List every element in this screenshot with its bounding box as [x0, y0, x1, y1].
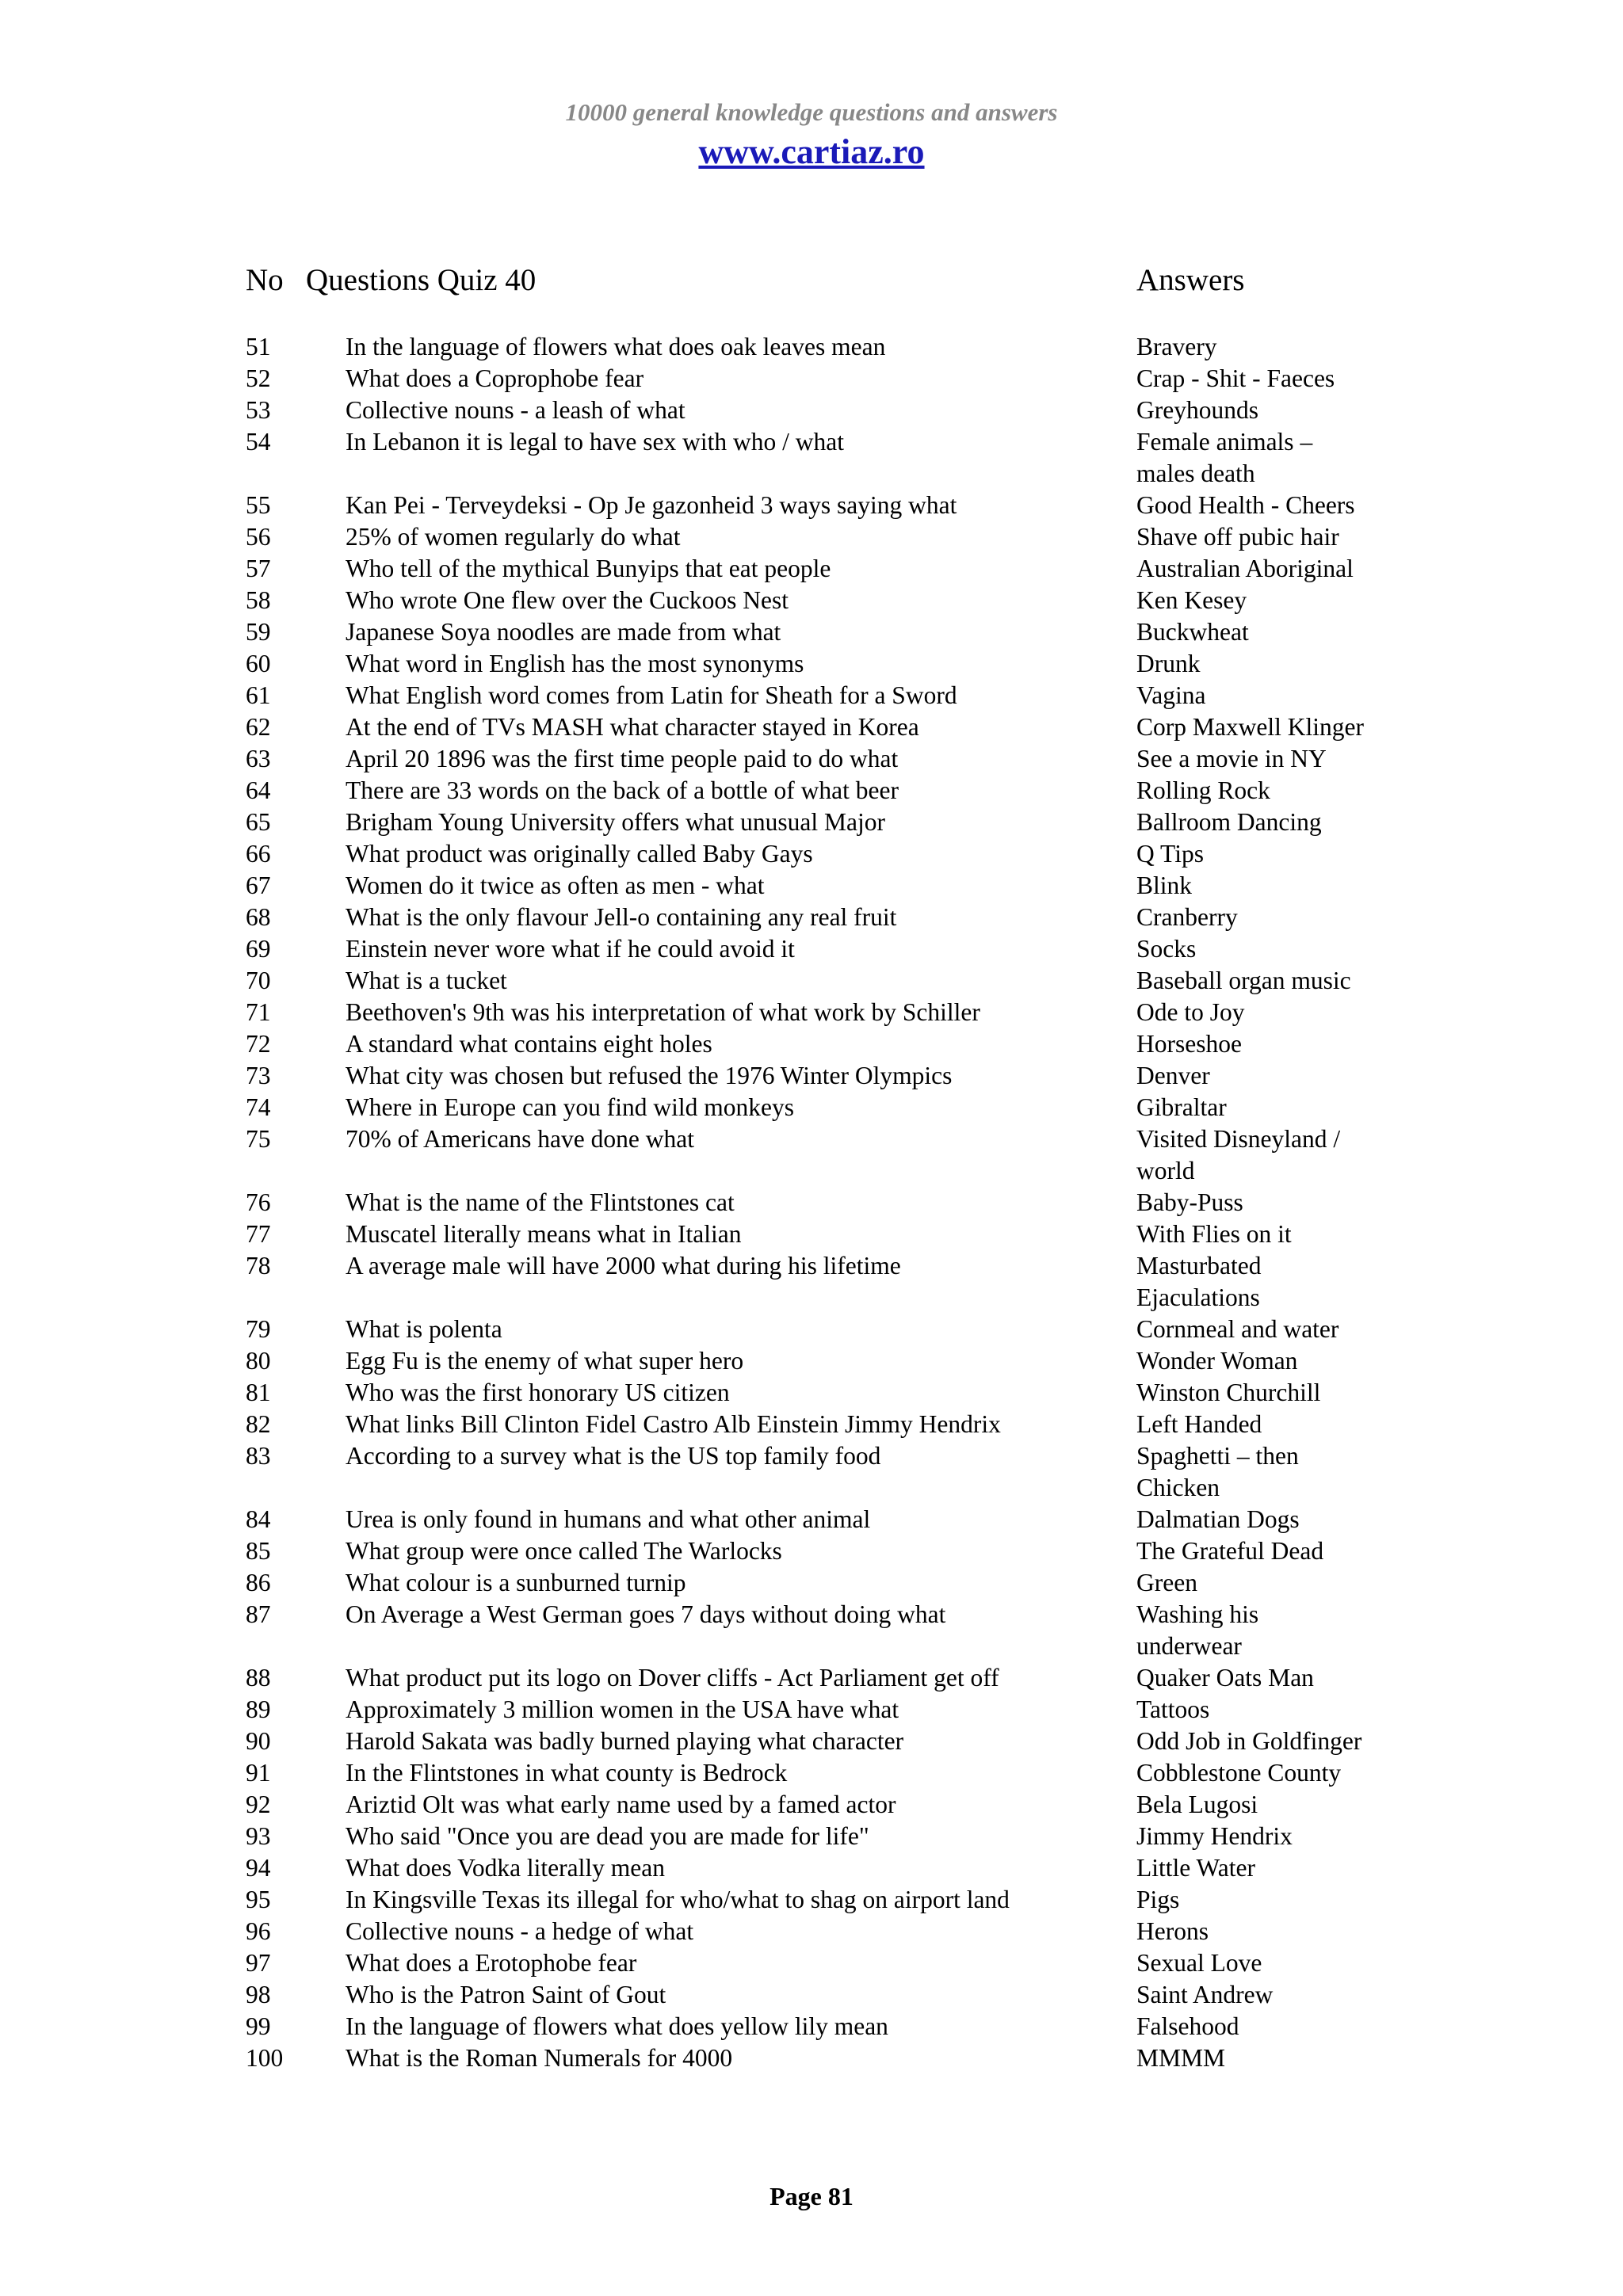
question-text: Women do it twice as often as men - what	[346, 871, 765, 899]
answer-cell	[1136, 426, 1395, 490]
answer-cell	[1136, 1726, 1395, 1757]
table-row	[246, 1599, 1395, 1662]
question-number: 91	[246, 1759, 271, 1787]
answer-cell	[1136, 1377, 1395, 1409]
question-number: 64	[246, 776, 271, 804]
answer-line: Left Handed	[1136, 1410, 1262, 1438]
question-text: What does a Erotophobe fear	[346, 1949, 637, 1977]
answer-cell	[1136, 1535, 1395, 1567]
question-text: A average male will have 2000 what during his lifetime	[346, 1252, 901, 1280]
table-row	[246, 807, 1395, 838]
table-row	[246, 1345, 1395, 1377]
answer-cell	[1136, 585, 1395, 616]
question-text: What is the name of the Flintstones cat	[346, 1188, 735, 1216]
question-number: 78	[246, 1252, 271, 1280]
question-text: What does a Coprophobe fear	[346, 364, 644, 392]
question-number: 80	[246, 1347, 271, 1375]
question-text: A standard what contains eight holes	[346, 1030, 712, 1058]
question-number: 98	[246, 1981, 271, 2008]
question-text: On Average a West German goes 7 days without doing what	[346, 1600, 946, 1628]
table-row	[246, 933, 1395, 965]
answer-line: Herons	[1136, 1917, 1209, 1945]
answer-cell	[1136, 2042, 1395, 2074]
answer-line: Crap - Shit - Faeces	[1136, 364, 1335, 392]
question-text: In Lebanon it is legal to have sex with who / what	[346, 428, 844, 456]
table-row	[246, 711, 1395, 743]
table-row	[246, 521, 1395, 553]
question-number: 100	[246, 2044, 284, 2072]
answer-line: world	[1136, 1157, 1195, 1184]
question-text: April 20 1896 was the first time people paid to do what	[346, 745, 899, 772]
document-header-title: 10000 general knowledge questions and answers	[565, 98, 1058, 126]
question-text: In the language of flowers what does yellow lily mean	[346, 2012, 888, 2040]
answer-line: Bela Lugosi	[1136, 1791, 1258, 1818]
answer-line: Ode to Joy	[1136, 998, 1245, 1026]
answer-line: Winston Churchill	[1136, 1379, 1321, 1406]
question-number: 55	[246, 491, 271, 519]
answer-line: Q Tips	[1136, 840, 1204, 868]
answer-line: Odd Job in Goldfinger	[1136, 1727, 1362, 1755]
answer-cell	[1136, 1694, 1395, 1726]
answer-line: Baseball organ music	[1136, 967, 1351, 994]
answer-line: underwear	[1136, 1632, 1242, 1660]
question-number: 58	[246, 586, 271, 614]
answer-cell	[1136, 870, 1395, 902]
answer-line: Ballroom Dancing	[1136, 808, 1322, 836]
answer-line: Visited Disneyland /	[1136, 1125, 1341, 1153]
answer-cell	[1136, 616, 1395, 648]
question-text: Where in Europe can you find wild monkeys	[346, 1093, 794, 1121]
table-row	[246, 775, 1395, 807]
answer-cell	[1136, 680, 1395, 711]
table-row	[246, 1535, 1395, 1567]
table-row	[246, 490, 1395, 521]
answer-line: Little Water	[1136, 1854, 1255, 1882]
table-row	[246, 870, 1395, 902]
question-number: 66	[246, 840, 271, 868]
answer-line: See a movie in NY	[1136, 745, 1327, 772]
question-number: 86	[246, 1569, 271, 1596]
table-row	[246, 426, 1395, 490]
table-row	[246, 648, 1395, 680]
answer-line: Ejaculations	[1136, 1283, 1260, 1311]
answer-line: Dalmatian Dogs	[1136, 1505, 1300, 1533]
answer-cell	[1136, 1250, 1395, 1314]
question-text: Who tell of the mythical Bunyips that eat people	[346, 555, 831, 582]
answer-line: Spaghetti – then	[1136, 1442, 1299, 1470]
question-number: 84	[246, 1505, 271, 1533]
question-text: Harold Sakata was badly burned playing what character	[346, 1727, 904, 1755]
question-text: What is a tucket	[346, 967, 507, 994]
answer-cell	[1136, 997, 1395, 1028]
answer-cell	[1136, 1979, 1395, 2011]
answer-cell	[1136, 490, 1395, 521]
table-row	[246, 1662, 1395, 1694]
table-row	[246, 1377, 1395, 1409]
table-row	[246, 1028, 1395, 1060]
table-row	[246, 965, 1395, 997]
answer-line: Jimmy Hendrix	[1136, 1822, 1293, 1850]
question-number: 79	[246, 1315, 271, 1343]
question-text: What colour is a sunburned turnip	[346, 1569, 686, 1596]
answer-line: Cornmeal and water	[1136, 1315, 1339, 1343]
answer-cell	[1136, 1662, 1395, 1694]
question-text: Egg Fu is the enemy of what super hero	[346, 1347, 744, 1375]
question-number: 72	[246, 1030, 271, 1058]
question-number: 54	[246, 428, 271, 456]
question-text: Kan Pei - Terveydeksi - Op Je gazonheid 3 ways saying what	[346, 491, 957, 519]
answer-cell	[1136, 395, 1395, 426]
answer-cell	[1136, 711, 1395, 743]
question-text: Ariztid Olt was what early name used by a famed actor	[346, 1791, 896, 1818]
question-number: 95	[246, 1886, 271, 1913]
table-row	[246, 1821, 1395, 1852]
table-row	[246, 743, 1395, 775]
question-number: 92	[246, 1791, 271, 1818]
question-number: 67	[246, 871, 271, 899]
quiz-table	[246, 331, 1395, 2074]
answer-line: males death	[1136, 460, 1255, 487]
answer-cell	[1136, 1884, 1395, 1916]
question-number: 69	[246, 935, 271, 963]
answer-line: Female animals –	[1136, 428, 1313, 456]
question-number: 71	[246, 998, 271, 1026]
answer-line: Green	[1136, 1569, 1197, 1596]
answer-line: Australian Aboriginal	[1136, 555, 1354, 582]
table-row	[246, 1092, 1395, 1123]
question-text: In the Flintstones in what county is Bedrock	[346, 1759, 788, 1787]
table-row	[246, 1916, 1395, 1947]
answer-cell	[1136, 1028, 1395, 1060]
table-row	[246, 1567, 1395, 1599]
answer-line: Falsehood	[1136, 2012, 1239, 2040]
question-number: 96	[246, 1917, 271, 1945]
answer-cell	[1136, 1757, 1395, 1789]
answer-cell	[1136, 331, 1395, 363]
question-text: Who wrote One flew over the Cuckoos Nest	[346, 586, 789, 614]
answer-line: Baby-Puss	[1136, 1188, 1243, 1216]
answer-cell	[1136, 1789, 1395, 1821]
answer-line: Saint Andrew	[1136, 1981, 1274, 2008]
answer-cell	[1136, 1821, 1395, 1852]
answer-cell	[1136, 1345, 1395, 1377]
question-text: What is polenta	[346, 1315, 502, 1343]
answer-cell	[1136, 1409, 1395, 1440]
table-row	[246, 1409, 1395, 1440]
table-row	[246, 838, 1395, 870]
answer-line: Good Health - Cheers	[1136, 491, 1355, 519]
question-text: Urea is only found in humans and what other animal	[346, 1505, 871, 1533]
table-row	[246, 1187, 1395, 1219]
website-link[interactable]: www.cartiaz.ro	[698, 132, 925, 171]
answer-cell	[1136, 1504, 1395, 1535]
answer-cell	[1136, 1092, 1395, 1123]
question-text: In the language of flowers what does oak leaves mean	[346, 333, 886, 360]
question-number: 77	[246, 1220, 271, 1248]
answer-line: Ken Kesey	[1136, 586, 1247, 614]
question-number: 68	[246, 903, 271, 931]
answer-cell	[1136, 838, 1395, 870]
answer-cell	[1136, 743, 1395, 775]
question-number: 94	[246, 1854, 271, 1882]
question-number: 88	[246, 1664, 271, 1691]
question-number: 63	[246, 745, 271, 772]
question-text: What city was chosen but refused the 1976 Winter Olympics	[346, 1062, 953, 1089]
table-row	[246, 1219, 1395, 1250]
question-text: What English word comes from Latin for Sheath for a Sword	[346, 681, 957, 709]
table-row	[246, 1694, 1395, 1726]
question-number: 51	[246, 333, 271, 360]
answer-line: Horseshoe	[1136, 1030, 1242, 1058]
answer-line: Washing his	[1136, 1600, 1259, 1628]
question-number: 61	[246, 681, 271, 709]
question-text: According to a survey what is the US top family food	[346, 1442, 881, 1470]
question-number: 65	[246, 808, 271, 836]
question-number: 74	[246, 1093, 271, 1121]
question-text: In Kingsville Texas its illegal for who/what to shag on airport land	[346, 1886, 1010, 1913]
question-number: 56	[246, 523, 271, 551]
question-number: 52	[246, 364, 271, 392]
answer-cell	[1136, 1060, 1395, 1092]
table-row	[246, 395, 1395, 426]
quiz-table-body	[246, 331, 1395, 2074]
question-number: 93	[246, 1822, 271, 1850]
question-number: 73	[246, 1062, 271, 1089]
table-row	[246, 2042, 1395, 2074]
question-text: 70% of Americans have done what	[346, 1125, 694, 1153]
table-row	[246, 1852, 1395, 1884]
answer-line: The Grateful Dead	[1136, 1537, 1324, 1565]
question-text: Brigham Young University offers what unusual Major	[346, 808, 885, 836]
question-number: 82	[246, 1410, 271, 1438]
table-row	[246, 585, 1395, 616]
question-text: What links Bill Clinton Fidel Castro Alb Einstein Jimmy Hendrix	[346, 1410, 1001, 1438]
table-row	[246, 1123, 1395, 1187]
answer-line: Shave off pubic hair	[1136, 523, 1339, 551]
question-text: 25% of women regularly do what	[346, 523, 681, 551]
question-text: What group were once called The Warlocks	[346, 1537, 782, 1565]
table-row	[246, 2011, 1395, 2042]
answer-cell	[1136, 1314, 1395, 1345]
table-row	[246, 1884, 1395, 1916]
table-row	[246, 363, 1395, 395]
answer-cell	[1136, 1947, 1395, 1979]
table-row	[246, 997, 1395, 1028]
table-row	[246, 1314, 1395, 1345]
answer-cell	[1136, 775, 1395, 807]
answer-line: Socks	[1136, 935, 1197, 963]
question-number: 62	[246, 713, 271, 741]
question-text: Approximately 3 million women in the USA have what	[346, 1695, 899, 1723]
question-number: 53	[246, 396, 271, 424]
question-text: At the end of TVs MASH what character stayed in Korea	[346, 713, 919, 741]
answer-line: Wonder Woman	[1136, 1347, 1298, 1375]
answer-cell	[1136, 1852, 1395, 1884]
table-row	[246, 1789, 1395, 1821]
answer-line: MMMM	[1136, 2044, 1226, 2072]
column-header-no: No	[246, 263, 284, 297]
answer-line: Corp Maxwell Klinger	[1136, 713, 1364, 741]
answer-cell	[1136, 1123, 1395, 1187]
table-row	[246, 1060, 1395, 1092]
answer-cell	[1136, 1219, 1395, 1250]
table-row	[246, 1440, 1395, 1504]
question-text: What is the Roman Numerals for 4000	[346, 2044, 733, 2072]
table-row	[246, 616, 1395, 648]
answer-cell	[1136, 902, 1395, 933]
question-number: 83	[246, 1442, 271, 1470]
question-number: 89	[246, 1695, 271, 1723]
answer-line: Drunk	[1136, 650, 1201, 677]
table-row	[246, 1757, 1395, 1789]
answer-line: Pigs	[1136, 1886, 1180, 1913]
question-text: Who was the first honorary US citizen	[346, 1379, 730, 1406]
answer-cell	[1136, 807, 1395, 838]
question-number: 59	[246, 618, 271, 646]
table-row	[246, 553, 1395, 585]
column-header-answers: Answers	[1136, 263, 1245, 297]
question-text: Einstein never wore what if he could avoid it	[346, 935, 795, 963]
answer-line: Cobblestone County	[1136, 1759, 1342, 1787]
answer-line: With Flies on it	[1136, 1220, 1292, 1248]
answer-line: Cranberry	[1136, 903, 1238, 931]
answer-line: Denver	[1136, 1062, 1210, 1089]
table-row	[246, 1504, 1395, 1535]
answer-cell	[1136, 1440, 1395, 1504]
question-text: What product put its logo on Dover cliffs - Act Parliament get off	[346, 1664, 999, 1691]
question-number: 85	[246, 1537, 271, 1565]
answer-line: Blink	[1136, 871, 1193, 899]
answer-cell	[1136, 648, 1395, 680]
answer-line: Chicken	[1136, 1474, 1220, 1501]
question-number: 75	[246, 1125, 271, 1153]
table-row	[246, 1726, 1395, 1757]
question-number: 60	[246, 650, 271, 677]
question-text: Who said "Once you are dead you are made for life"	[346, 1822, 869, 1850]
question-text: There are 33 words on the back of a bottle of what beer	[346, 776, 899, 804]
answer-line: Greyhounds	[1136, 396, 1258, 424]
question-number: 57	[246, 555, 271, 582]
answer-line: Masturbated	[1136, 1252, 1262, 1280]
answer-cell	[1136, 933, 1395, 965]
answer-cell	[1136, 521, 1395, 553]
question-number: 99	[246, 2012, 271, 2040]
answer-cell	[1136, 2011, 1395, 2042]
answer-cell	[1136, 363, 1395, 395]
question-text: Collective nouns - a hedge of what	[346, 1917, 694, 1945]
question-number: 70	[246, 967, 271, 994]
question-number: 87	[246, 1600, 271, 1628]
question-text: What product was originally called Baby Gays	[346, 840, 813, 868]
answer-cell	[1136, 553, 1395, 585]
table-row	[246, 1979, 1395, 2011]
answer-line: Vagina	[1136, 681, 1206, 709]
question-text: What is the only flavour Jell-o containing any real fruit	[346, 903, 897, 931]
table-row	[246, 1250, 1395, 1314]
answer-cell	[1136, 965, 1395, 997]
question-text: What does Vodka literally mean	[346, 1854, 665, 1882]
question-number: 90	[246, 1727, 271, 1755]
question-number: 76	[246, 1188, 271, 1216]
table-row	[246, 331, 1395, 363]
question-text: Muscatel literally means what in Italian	[346, 1220, 742, 1248]
question-text: Beethoven's 9th was his interpretation of what work by Schiller	[346, 998, 980, 1026]
column-header-questions: Questions Quiz 40	[306, 263, 537, 297]
answer-line: Quaker Oats Man	[1136, 1664, 1314, 1691]
answer-line: Rolling Rock	[1136, 776, 1270, 804]
answer-line: Sexual Love	[1136, 1949, 1262, 1977]
answer-cell	[1136, 1916, 1395, 1947]
question-number: 97	[246, 1949, 271, 1977]
question-text: What word in English has the most synonyms	[346, 650, 804, 677]
question-text: Who is the Patron Saint of Gout	[346, 1981, 666, 2008]
question-text: Japanese Soya noodles are made from what	[346, 618, 781, 646]
answer-cell	[1136, 1567, 1395, 1599]
table-row	[246, 1947, 1395, 1979]
answer-cell	[1136, 1187, 1395, 1219]
table-row	[246, 902, 1395, 933]
answer-cell	[1136, 1599, 1395, 1662]
answer-line: Buckwheat	[1136, 618, 1249, 646]
answer-line: Tattoos	[1136, 1695, 1210, 1723]
answer-line: Bravery	[1136, 333, 1217, 360]
question-text: Collective nouns - a leash of what	[346, 396, 685, 424]
question-number: 81	[246, 1379, 271, 1406]
table-row	[246, 680, 1395, 711]
page-number: Page 81	[769, 2182, 854, 2210]
answer-line: Gibraltar	[1136, 1093, 1227, 1121]
